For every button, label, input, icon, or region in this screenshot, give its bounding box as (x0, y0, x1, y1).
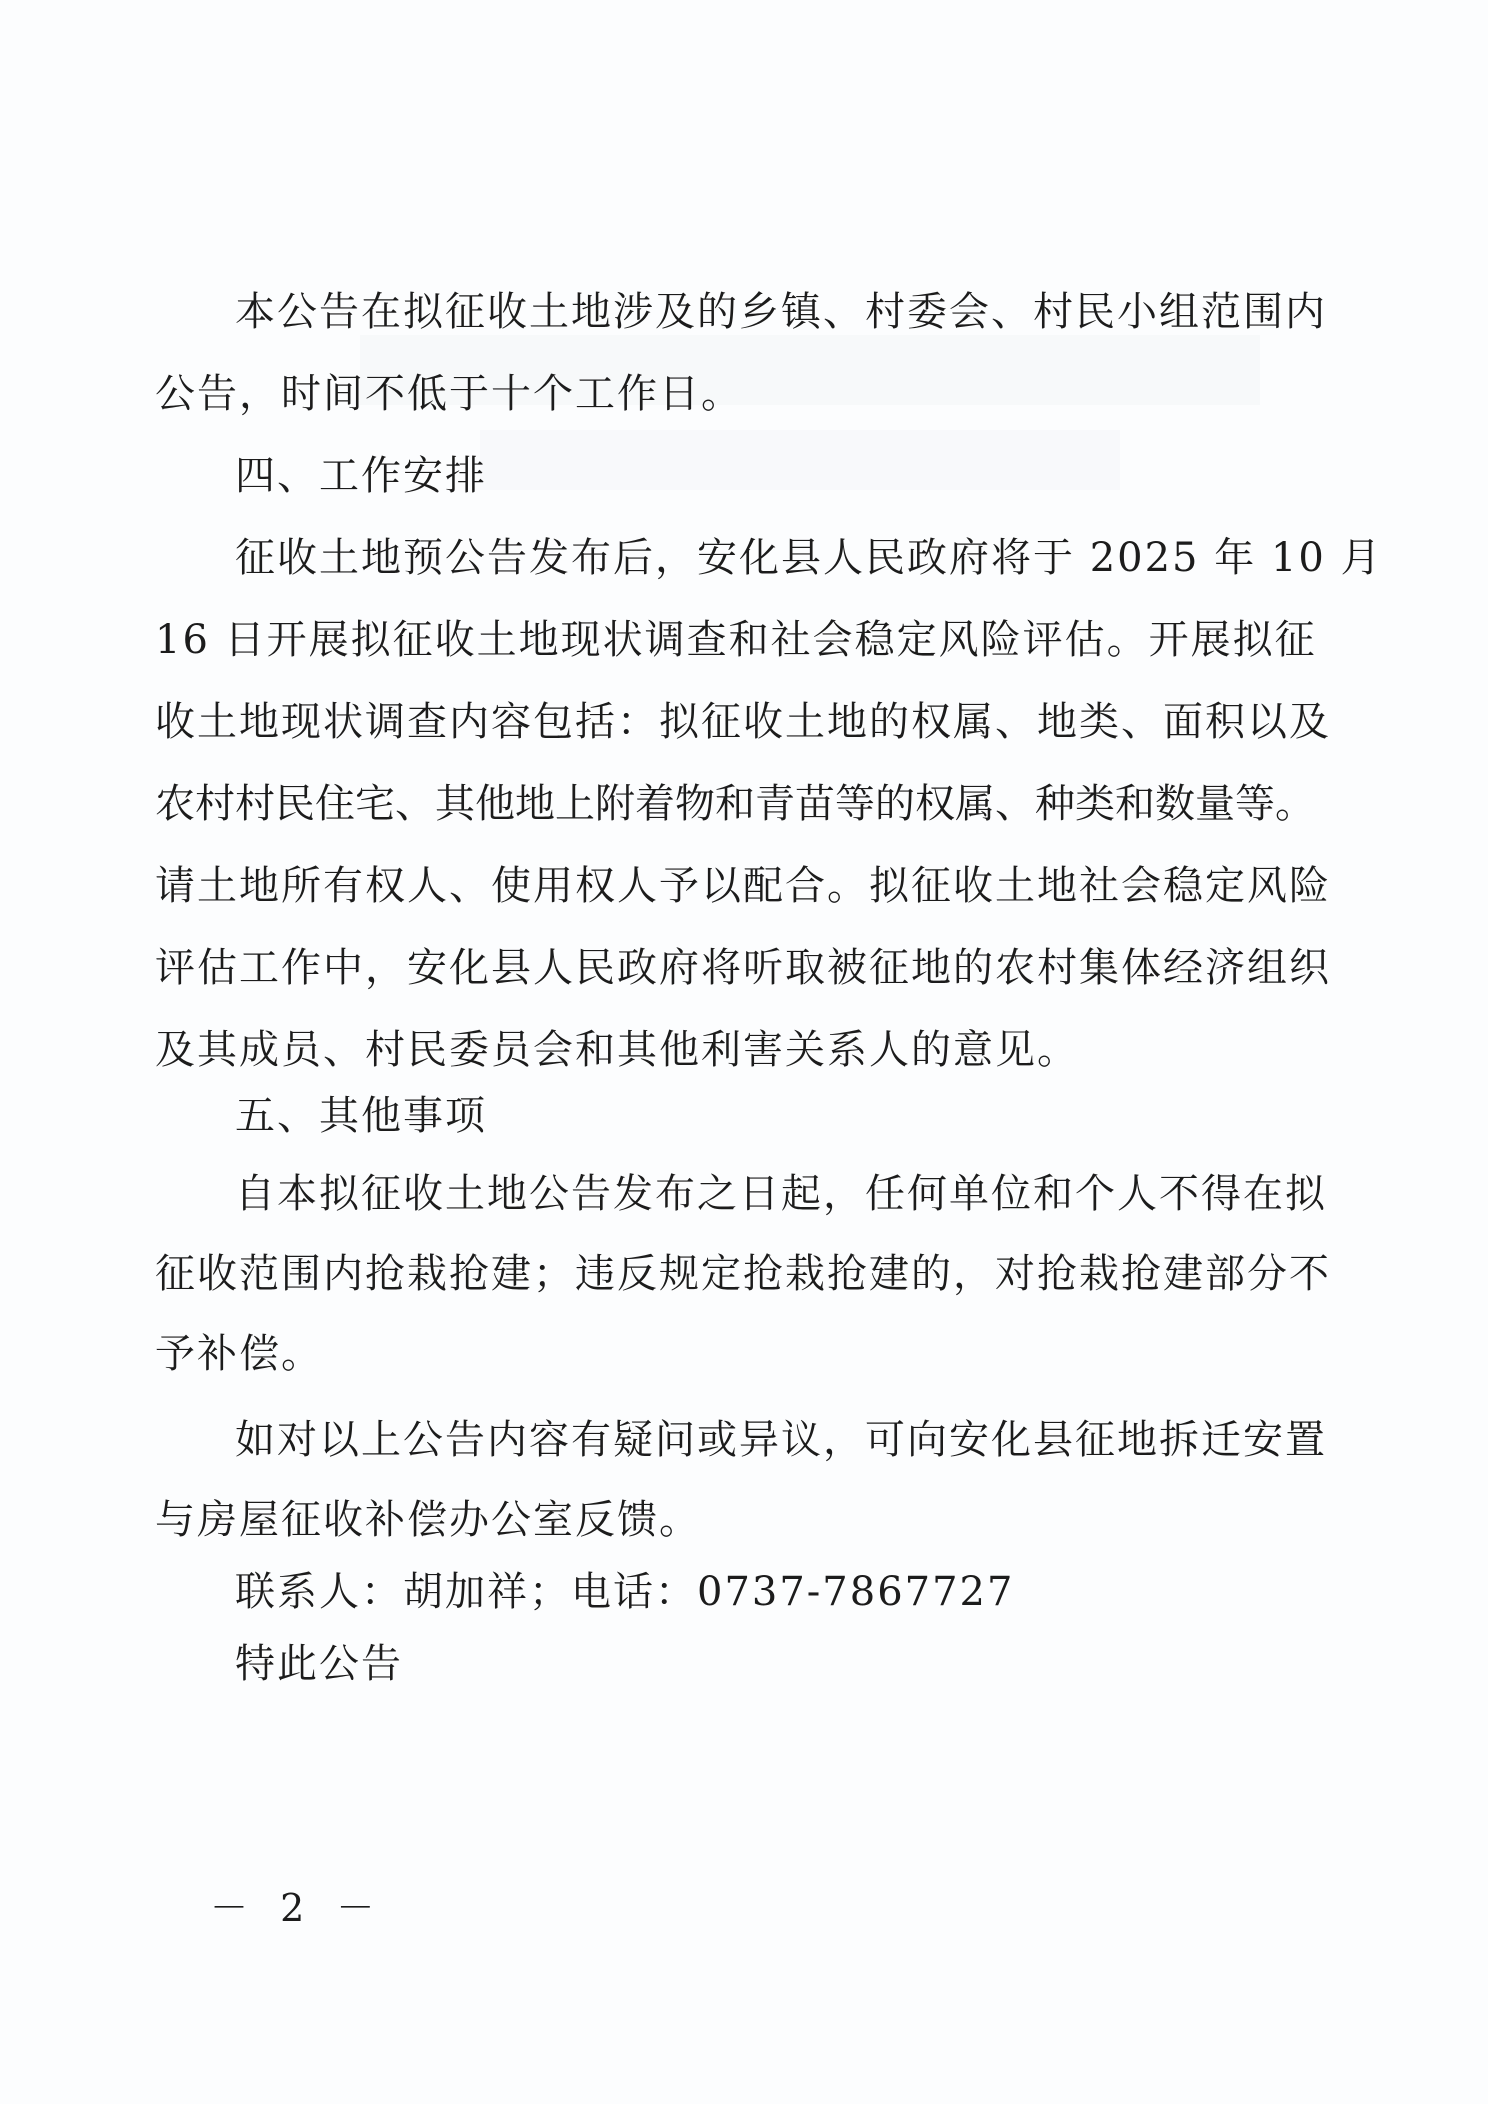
paragraph-line: 公告，时间不低于十个工作日。 (155, 371, 743, 417)
paragraph-line: 征收土地预公告发布后，安化县人民政府将于 2025 年 10 月 (235, 535, 1383, 581)
paragraph-line: 与房屋征收补偿办公室反馈。 (155, 1497, 701, 1543)
section-heading: 五、其他事项 (235, 1093, 487, 1139)
paragraph-line: 征收范围内抢栽抢建；违反规定抢栽抢建的，对抢栽抢建部分不 (155, 1251, 1331, 1297)
section-heading: 四、工作安排 (235, 453, 487, 499)
paragraph-line: 收土地现状调查内容包括：拟征收土地的权属、地类、面积以及 (155, 699, 1331, 745)
paragraph-line: 本公告在拟征收土地涉及的乡镇、村委会、村民小组范围内 (235, 289, 1327, 335)
page-number: － 2 － (210, 1886, 385, 1930)
paragraph-line: 予补偿。 (155, 1331, 323, 1377)
paragraph-line: 评估工作中，安化县人民政府将听取被征地的农村集体经济组织 (155, 945, 1331, 991)
paragraph-line: 请土地所有权人、使用权人予以配合。拟征收土地社会稳定风险 (155, 863, 1331, 909)
closing-line: 特此公告 (235, 1641, 403, 1687)
paragraph-line: 如对以上公告内容有疑问或异议，可向安化县征地拆迁安置 (235, 1417, 1327, 1463)
paragraph-line: 及其成员、村民委员会和其他利害关系人的意见。 (155, 1027, 1079, 1073)
paragraph-line: 农村村民住宅、其他地上附着物和青苗等的权属、种类和数量等。 (155, 781, 1315, 827)
bleed-through-shadow (480, 430, 1120, 490)
paragraph-line: 16 日开展拟征收土地现状调查和社会稳定风险评估。开展拟征 (155, 617, 1317, 663)
paragraph-line: 自本拟征收土地公告发布之日起，任何单位和个人不得在拟 (235, 1171, 1327, 1217)
contact-line: 联系人：胡加祥；电话：0737-7867727 (235, 1569, 1015, 1615)
